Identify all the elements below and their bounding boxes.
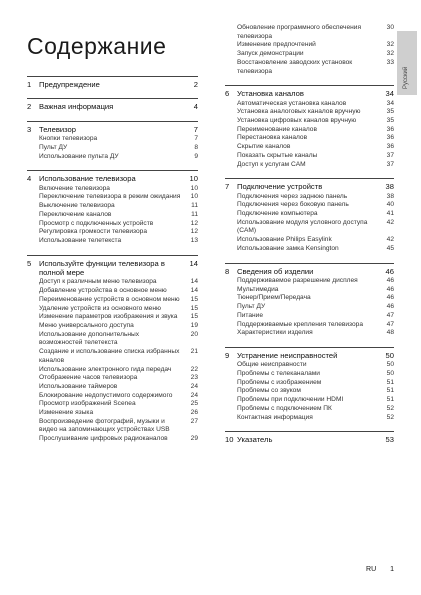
toc-entry-title: Отображение часов телевизора — [39, 374, 138, 382]
toc-entry-title: Включение телевизора — [39, 184, 110, 192]
toc-entry[interactable] — [27, 374, 198, 383]
toc-section-number: 5 — [27, 258, 32, 268]
toc-entry-page: 24 — [190, 382, 198, 390]
toc-entry-page: 42 — [386, 236, 394, 244]
toc-entry[interactable] — [225, 100, 394, 109]
toc-entry-title: Подключения через заднюю панель — [237, 192, 348, 200]
toc-entry[interactable] — [27, 348, 198, 365]
toc-section-heading[interactable] — [225, 89, 394, 98]
toc-section-number: 4 — [27, 174, 32, 184]
toc-entry-title: Тюнер/Прием/Передача — [237, 294, 311, 302]
language-side-tab-label: Русский — [403, 66, 409, 89]
toc-section-heading[interactable] — [27, 102, 198, 111]
toc-section — [27, 255, 198, 444]
toc-entry-title: Прослушивание цифровых радиоканалов — [39, 435, 168, 443]
toc-entry-page: 19 — [190, 321, 198, 329]
toc-continued-entries — [225, 24, 394, 76]
toc-entry-title: Переключение каналов — [39, 210, 112, 218]
toc-entry-page: 10 — [190, 193, 198, 201]
toc-entry-page: 32 — [386, 41, 394, 49]
toc-entry-title: Доступ к различным меню телевизора — [39, 278, 157, 286]
toc-entry-page: 46 — [386, 285, 394, 293]
toc-section — [27, 170, 198, 245]
toc-entry[interactable] — [225, 161, 394, 170]
toc-entry[interactable] — [27, 331, 198, 348]
toc-entry[interactable] — [27, 418, 198, 435]
toc-right-column — [225, 24, 394, 446]
toc-entry[interactable] — [225, 117, 394, 126]
toc-entry-title: Выключение телевизора — [39, 202, 115, 210]
toc-entry-title: Использование модуля условного доступа (CAM) — [237, 218, 368, 235]
toc-entry-page: 41 — [386, 210, 394, 218]
toc-section — [27, 98, 198, 111]
toc-section-page: 34 — [385, 89, 394, 99]
footer-page-number: 1 — [390, 566, 394, 573]
toc-entry-page: 21 — [190, 348, 198, 356]
toc-left-column — [27, 67, 198, 444]
toc-section — [225, 85, 394, 169]
toc-entry-title: Скрытие каналов — [237, 143, 291, 151]
toc-entry-page: 38 — [386, 192, 394, 200]
toc-entry-page: 12 — [190, 219, 198, 227]
toc-entry[interactable] — [225, 294, 394, 303]
toc-entry-page: 26 — [190, 409, 198, 417]
toc-entry-page: 37 — [386, 151, 394, 159]
toc-entry[interactable] — [225, 134, 394, 143]
toc-entry-title: Проблемы с подключением ПК — [237, 404, 332, 412]
toc-entry-title: Проблемы со звуком — [237, 387, 301, 395]
toc-section-heading[interactable] — [225, 435, 394, 444]
page-footer — [366, 566, 394, 573]
toc-entry-page: 52 — [386, 413, 394, 421]
toc-section-heading[interactable] — [225, 182, 394, 191]
toc-entry[interactable] — [27, 400, 198, 409]
toc-entry[interactable] — [27, 202, 198, 211]
toc-entry-title: Удаление устройств из основного меню — [39, 304, 161, 312]
toc-entry-page: 51 — [386, 387, 394, 395]
toc-entry-page: 30 — [386, 24, 394, 31]
toc-section — [225, 263, 394, 338]
toc-entry[interactable] — [27, 144, 198, 153]
toc-entry-title: Автоматическая установка каналов — [237, 99, 347, 107]
toc-entry-page: 50 — [386, 361, 394, 369]
toc-entry-title: Кнопки телевизора — [39, 135, 98, 143]
toc-entry[interactable] — [27, 237, 198, 246]
toc-entry-title: Использование таймеров — [39, 382, 118, 390]
toc-entry-page: 9 — [194, 152, 198, 160]
toc-section-page: 2 — [193, 80, 198, 89]
toc-entry-page: 36 — [386, 125, 394, 133]
toc-entry[interactable] — [27, 296, 198, 305]
toc-section-page: 38 — [385, 182, 394, 192]
toc-entry[interactable] — [225, 361, 394, 370]
toc-entry-page: 50 — [386, 370, 394, 378]
toc-section-page: 7 — [193, 124, 198, 134]
toc-section-title: Предупреждение — [39, 80, 100, 89]
toc-entry[interactable] — [225, 50, 394, 59]
toc-section-heading[interactable] — [27, 174, 198, 183]
toc-entry[interactable] — [225, 143, 394, 152]
toc-entry-title: Характеристики изделия — [237, 329, 313, 337]
toc-entry-title: Воспроизведение фотографий, музыки и видео на запоминающих устройствах USB — [39, 417, 170, 434]
toc-section-heading[interactable] — [27, 259, 198, 278]
toc-section — [225, 347, 394, 422]
toc-entry[interactable] — [27, 313, 198, 322]
toc-entry-page: 32 — [386, 50, 394, 58]
toc-entry-title: Использование пульта ДУ — [39, 152, 119, 160]
toc-entry-page: 47 — [386, 320, 394, 328]
language-side-tab — [397, 31, 417, 95]
page-title: Содержание — [27, 33, 167, 59]
toc-entry[interactable] — [225, 236, 394, 245]
toc-section-title: Важная информация — [39, 102, 114, 112]
toc-entry-page: 20 — [190, 330, 198, 338]
toc-entry-page: 42 — [386, 218, 394, 226]
toc-section-heading[interactable] — [27, 80, 198, 89]
toc-entry-title: Проблемы с телеканалами — [237, 370, 320, 378]
toc-entry-title: Мультимедиа — [237, 285, 279, 293]
toc-entry[interactable] — [27, 185, 198, 194]
toc-entry-page: 22 — [190, 365, 198, 373]
toc-section-number: 1 — [27, 80, 32, 89]
toc-entry[interactable] — [225, 312, 394, 321]
toc-entry[interactable] — [225, 321, 394, 330]
toc-entry-page: 51 — [386, 378, 394, 386]
toc-entry[interactable] — [225, 41, 394, 50]
toc-entry-title: Обновление программного обеспечения телевизора — [237, 24, 362, 40]
toc-entry[interactable] — [225, 277, 394, 286]
toc-section-title: Телевизор — [39, 124, 76, 134]
toc-entry[interactable] — [27, 228, 198, 237]
toc-entry-title: Использование замка Kensington — [237, 244, 339, 252]
toc-entry-title: Меню универсального доступа — [39, 321, 134, 329]
toc-entry[interactable] — [225, 201, 394, 210]
toc-section-number: 8 — [225, 266, 230, 276]
toc-entry[interactable] — [27, 220, 198, 229]
toc-section-page: 10 — [189, 174, 198, 184]
toc-entry[interactable] — [27, 193, 198, 202]
toc-entry[interactable] — [27, 153, 198, 162]
toc-section-page: 50 — [385, 350, 394, 360]
toc-entry-page: 34 — [386, 99, 394, 107]
toc-entry-page: 12 — [190, 228, 198, 236]
toc-entry-title: Изменение языка — [39, 409, 94, 417]
toc-entry-title: Регулировка громкости телевизора — [39, 228, 148, 236]
toc-section-title: Устранение неисправностей — [237, 350, 338, 360]
toc-section-heading[interactable] — [225, 267, 394, 276]
toc-entry-page: 25 — [190, 400, 198, 408]
toc-entry[interactable] — [27, 278, 198, 287]
toc-entry[interactable] — [27, 287, 198, 296]
toc-entry-title: Просмотр с подключенных устройств — [39, 219, 154, 227]
toc-section — [27, 76, 198, 89]
toc-section-number: 9 — [225, 350, 230, 360]
toc-entry-title: Переименование каналов — [237, 125, 317, 133]
toc-entry[interactable] — [225, 210, 394, 219]
toc-section — [225, 178, 394, 253]
toc-entry-title: Пульт ДУ — [237, 303, 266, 311]
toc-section-heading[interactable] — [225, 351, 394, 360]
toc-entry[interactable] — [27, 435, 198, 444]
toc-entry-title: Контактная информация — [237, 413, 313, 421]
toc-entry-title: Пульт ДУ — [39, 143, 68, 151]
toc-entry[interactable] — [225, 108, 394, 117]
toc-section — [225, 431, 394, 444]
toc-entry-title: Использование электронного гида передач — [39, 365, 172, 373]
toc-entry-page: 37 — [386, 160, 394, 168]
toc-entry-page: 35 — [386, 117, 394, 125]
toc-entry-title: Питание — [237, 311, 264, 319]
toc-entry-title: Использование телетекста — [39, 236, 122, 244]
toc-section-number: 2 — [27, 102, 32, 112]
toc-entry-page: 47 — [386, 311, 394, 319]
toc-entry[interactable] — [225, 126, 394, 135]
toc-section-title: Используйте функции телевизора в полной мере — [39, 258, 165, 278]
toc-entry-page: 11 — [191, 202, 198, 210]
toc-section-page: 53 — [385, 435, 394, 445]
toc-entry-title: Установка цифровых каналов вручную — [237, 117, 357, 125]
toc-section — [27, 121, 198, 162]
toc-section-number: 7 — [225, 182, 230, 192]
toc-entry-title: Установка аналоговых каналов вручную — [237, 108, 361, 116]
toc-entry[interactable] — [27, 322, 198, 331]
toc-entry-title: Проблемы с изображением — [237, 378, 322, 386]
toc-entry-page: 24 — [190, 391, 198, 399]
toc-entry-page: 45 — [386, 244, 394, 252]
toc-section-title: Использование телевизора — [39, 174, 136, 184]
toc-entry[interactable] — [225, 59, 394, 76]
toc-entry-title: Переименование устройств в основном меню — [39, 295, 180, 303]
toc-entry-title: Блокирование недопустимого содержимого — [39, 391, 173, 399]
toc-entry-page: 10 — [190, 184, 198, 192]
toc-section-number: 3 — [27, 124, 32, 134]
toc-entry-page: 51 — [386, 396, 394, 404]
toc-entry-title: Использование дополнительных возможностей телетекста — [39, 330, 140, 347]
toc-entry[interactable] — [225, 24, 394, 41]
toc-section-page: 46 — [385, 266, 394, 276]
toc-entry-page: 46 — [386, 294, 394, 302]
toc-section-heading[interactable] — [27, 125, 198, 134]
toc-entry-title: Показать скрытые каналы — [237, 151, 318, 159]
footer-language: RU — [366, 566, 377, 573]
toc-entry-title: Просмотр изображений Scenea — [39, 400, 136, 408]
toc-entry-title: Поддерживаемые крепления телевизора — [237, 320, 363, 328]
toc-entry-title: Добавление устройства в основное меню — [39, 287, 167, 295]
toc-section-number: 6 — [225, 89, 230, 99]
toc-entry[interactable] — [225, 245, 394, 254]
toc-entry-title: Изменение параметров изображения и звука — [39, 313, 178, 321]
toc-section-title: Сведения об изделии — [237, 266, 314, 276]
toc-entry-page: 52 — [386, 404, 394, 412]
toc-entry-title: Создание и использование списка избранных каналов — [39, 348, 180, 364]
toc-entry-page: 14 — [190, 278, 198, 286]
toc-entry-title: Подключения через боковую панель — [237, 201, 349, 209]
toc-entry-title: Поддерживаемое разрешение дисплея — [237, 276, 358, 284]
toc-entry-page: 15 — [190, 295, 198, 303]
toc-entry-page: 8 — [194, 143, 198, 151]
toc-entry-page: 13 — [190, 236, 198, 244]
toc-entry[interactable] — [225, 387, 394, 396]
toc-entry-title: Перестановка каналов — [237, 134, 308, 142]
toc-entry-title: Изменение предпочтений — [237, 41, 316, 49]
toc-entry-title: Общие неисправности — [237, 361, 307, 369]
toc-entry[interactable] — [27, 305, 198, 314]
toc-section-number: 10 — [225, 435, 234, 445]
toc-section-title: Установка каналов — [237, 89, 304, 99]
toc-entry-title: Восстановление заводских установок телевизора — [237, 58, 353, 75]
toc-entry[interactable] — [225, 286, 394, 295]
toc-entry[interactable] — [225, 152, 394, 161]
toc-entry-page: 36 — [386, 143, 394, 151]
toc-entry-page: 15 — [190, 313, 198, 321]
toc-entry-page: 48 — [386, 329, 394, 337]
toc-entry[interactable] — [225, 414, 394, 423]
toc-entry-page: 15 — [190, 304, 198, 312]
toc-entry-page: 35 — [386, 108, 394, 116]
toc-entry-page: 46 — [386, 303, 394, 311]
toc-section-title: Подключение устройств — [237, 182, 323, 192]
toc-entry[interactable] — [225, 405, 394, 414]
toc-entry-page: 23 — [190, 374, 198, 382]
toc-entry[interactable] — [225, 370, 394, 379]
toc-entry[interactable] — [225, 219, 394, 236]
toc-entry-page: 11 — [191, 210, 198, 218]
toc-entry-page: 27 — [190, 417, 198, 425]
toc-entry[interactable] — [27, 366, 198, 375]
toc-entry[interactable] — [225, 396, 394, 405]
toc-entry[interactable] — [225, 329, 394, 338]
toc-section-page: 4 — [193, 102, 198, 112]
toc-entry-title: Подключение компьютера — [237, 210, 318, 218]
toc-section-title: Указатель — [237, 435, 273, 445]
toc-entry-title: Использование Philips Easylink — [237, 236, 332, 244]
toc-entry-title: Запуск демонстрации — [237, 50, 304, 58]
toc-entry-page: 7 — [194, 135, 198, 143]
toc-section-page: 14 — [189, 258, 198, 268]
toc-entry-title: Доступ к услугам CAM — [237, 160, 306, 168]
toc-entry[interactable] — [27, 211, 198, 220]
toc-entry[interactable] — [27, 383, 198, 392]
toc-entry[interactable] — [27, 409, 198, 418]
toc-entry-title: Переключение телевизора в режим ожидания — [39, 193, 181, 201]
toc-entry[interactable] — [27, 135, 198, 144]
toc-entry-page: 36 — [386, 134, 394, 142]
toc-entry-title: Проблемы при подключении HDMI — [237, 396, 344, 404]
toc-entry-page: 46 — [386, 276, 394, 284]
toc-entry-page: 40 — [386, 201, 394, 209]
toc-entry[interactable] — [27, 392, 198, 401]
toc-entry[interactable] — [225, 303, 394, 312]
toc-entry-page: 14 — [190, 287, 198, 295]
toc-entry-page: 33 — [386, 58, 394, 66]
toc-entry-page: 29 — [190, 435, 198, 443]
